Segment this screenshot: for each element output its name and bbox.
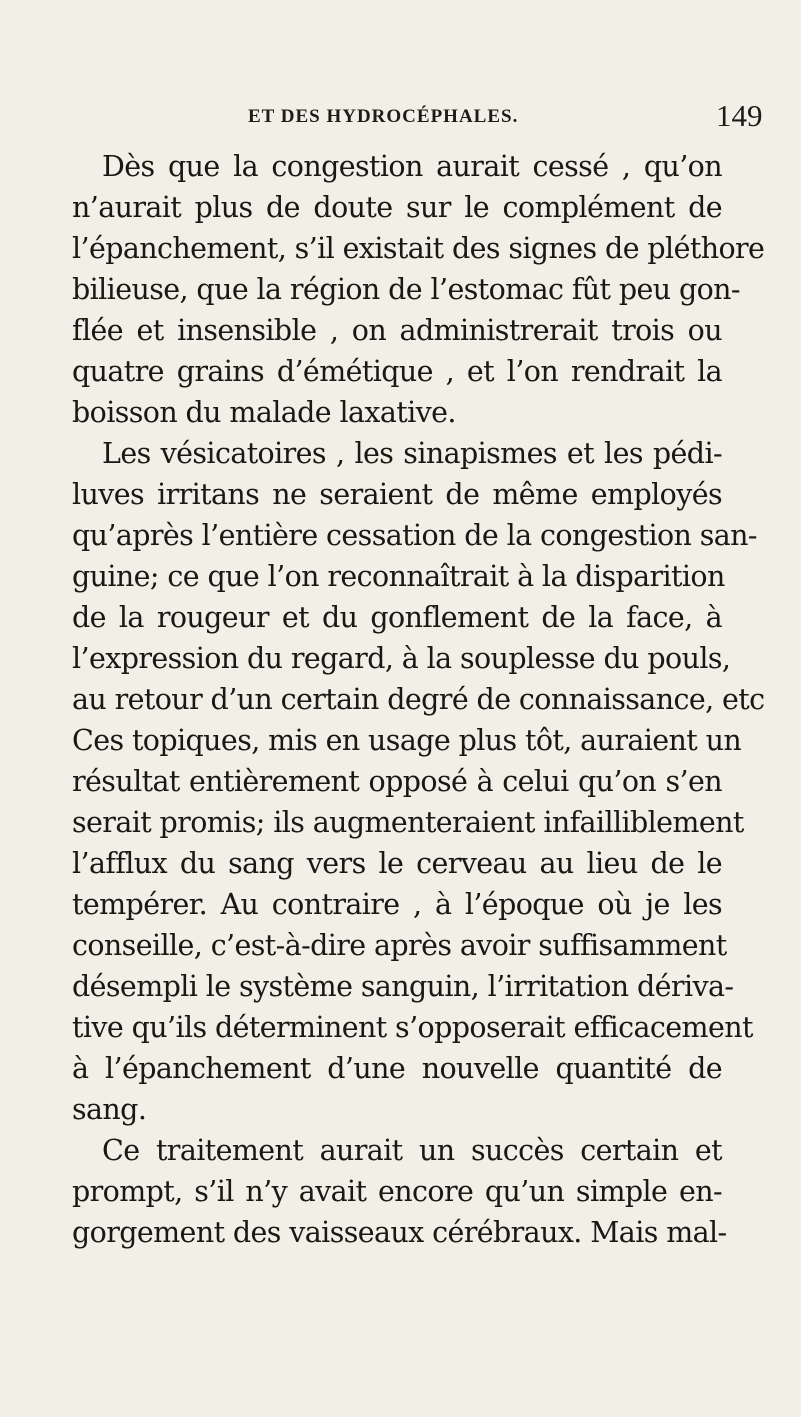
text-line: Ce traitement aurait un succès certain et: [102, 1134, 722, 1167]
text-line: bilieuse, que la région de l’estomac fût peu gon-: [72, 273, 740, 306]
text-line: conseille, c’est-à-dire après avoir suffisamment: [72, 929, 727, 962]
text-line: prompt, s’il n’y avait encore qu’un simple en-: [72, 1175, 722, 1208]
text-line: à l’épanchement d’une nouvelle quantité de: [72, 1052, 722, 1085]
text-line: Les vésicatoires , les sinapismes et les pédi-: [102, 437, 722, 470]
text-line: guine; ce que l’on reconnaîtrait à la disparition: [72, 560, 725, 593]
text-line: Dès que la congestion aurait cessé , qu’on: [102, 150, 722, 183]
text-line: Ces topiques, mis en usage plus tôt, auraient un: [72, 724, 742, 757]
text-line: résultat entièrement opposé à celui qu’on s’en: [72, 765, 722, 798]
text-line: n’aurait plus de doute sur le complément de: [72, 191, 722, 224]
text-line: serait promis; ils augmenteraient infailliblement: [72, 806, 744, 839]
text-line: quatre grains d’émétique , et l’on rendrait la: [72, 355, 722, 388]
running-title: ET DES HYDROCÉPHALES.: [248, 106, 519, 127]
text-line: luves irritans ne seraient de même employés: [72, 478, 722, 511]
text-line: au retour d’un certain degré de connaissance, etc: [72, 683, 765, 716]
text-line: désempli le système sanguin, l’irritation dériva-: [72, 970, 734, 1003]
text-line: de la rougeur et du gonflement de la face, à: [72, 601, 722, 634]
text-line: flée et insensible , on administrerait trois ou: [72, 314, 722, 347]
text-line: qu’après l’entière cessation de la congestion san-: [72, 519, 757, 552]
text-line: tive qu’ils déterminent s’opposerait efficacement: [72, 1011, 753, 1044]
text-line: l’épanchement, s’il existait des signes de pléthore: [72, 232, 765, 265]
text-line: gorgement des vaisseaux cérébraux. Mais mal-: [72, 1216, 727, 1249]
text-line: boisson du malade laxative.: [72, 396, 456, 429]
text-line: l’afflux du sang vers le cerveau au lieu de le: [72, 847, 722, 880]
body-text: [72, 146, 765, 1253]
text-line: tempérer. Au contraire , à l’époque où je les: [72, 888, 722, 921]
text-line: sang.: [72, 1093, 147, 1126]
page-number: 149: [716, 98, 763, 133]
text-line: l’expression du regard, à la souplesse du pouls,: [72, 642, 731, 675]
